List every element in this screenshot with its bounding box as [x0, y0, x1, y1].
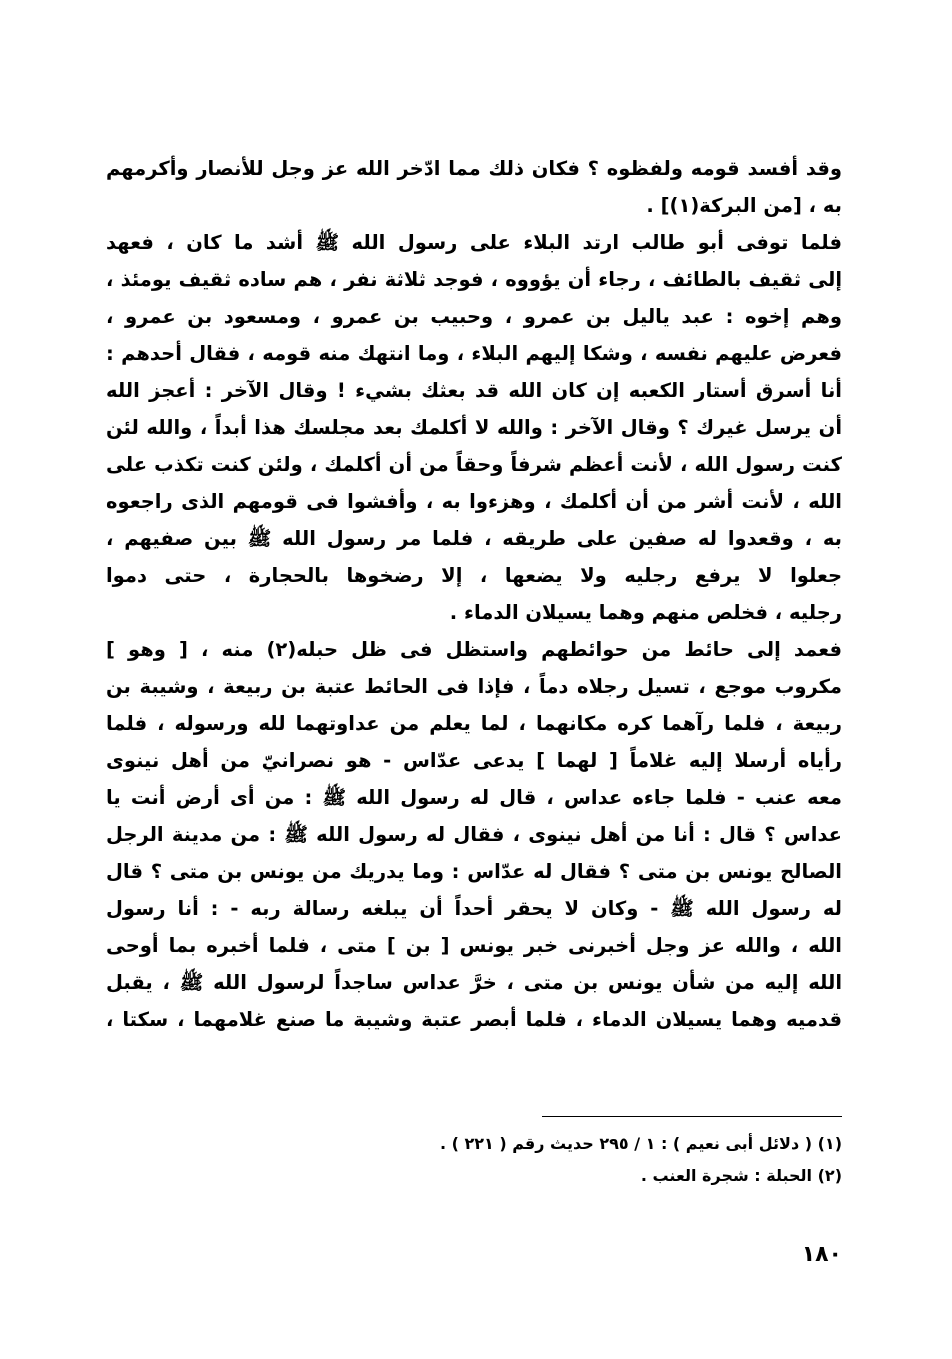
text-line: معه عنب - فلما جاءه عداس ، قال له رسول الله ﷺ : من أى أرض أنت يا — [106, 786, 842, 809]
text-line: وقد أفسد قومه ولفظوه ؟ فكان ذلك مما ادّخر الله عز وجل للأنصار وأكرمهم — [106, 157, 842, 180]
text-line: الله ، والله عز وجل أخبرنى خبر يونس [ بن ] متى ، فلما أخبره بما أوحى — [106, 934, 842, 957]
text-line: مكروب موجع ، تسيل رجلاه دماً ، فإذا فى الحائط عتبة بن ربيعة ، وشيبة بن — [106, 675, 842, 698]
text-line: الصالح يونس بن متى ؟ فقال له عدّاس : وما يدريك من يونس بن متى ؟ قال — [106, 860, 842, 883]
text-line: قدميه وهما يسيلان الدماء ، فلما أبصر عتبة وشيبة ما صنع غلامهما ، سكتا ، — [106, 1008, 842, 1031]
text-line: وهم إخوه : عبد ياليل بن عمرو ، وحبيب بن عمرو ، ومسعود بن عمرو ، — [106, 305, 842, 328]
footnote-divider — [542, 1116, 842, 1117]
text-line: له رسول الله ﷺ - وكان لا يحقر أحداً أن يبلغه رسالة ربه - : أنا رسول — [106, 897, 842, 920]
page-number: ١٨٠ — [801, 1242, 842, 1267]
text-line: عداس ؟ قال : أنا من أهل نينوى ، فقال له رسول الله ﷺ : من مدينة الرجل — [106, 823, 842, 846]
text-line: جعلوا لا يرفع رجليه ولا يضعها ، إلا رضخوها بالحجارة ، حتى دموا — [106, 564, 842, 587]
text-line: فلما توفى أبو طالب ارتد البلاء على رسول الله ﷺ أشد ما كان ، فعهد — [106, 231, 842, 254]
text-line: فعمد إلى حائط من حوائطهم واستظل فى ظل حبله(٢) منه ، [ وهو ] — [106, 638, 842, 661]
text-line: به ، وقعدوا له صفين على طريقه ، فلما مر رسول الله ﷺ بين صفيهم ، — [106, 527, 842, 550]
text-line: أن يرسل غيرك ؟ وقال الآخر : والله لا أكلمك بعد مجلسك هذا أبداً ، والله لئن — [106, 416, 842, 439]
body-text — [106, 150, 842, 1038]
text-line: الله ، لأنت أشر من أن أكلمك ، وهزءوا به ، وأفشوا فى قومهم الذى راجعوه — [106, 490, 842, 513]
text-line: رجليه ، فخلص منهم وهما يسيلان الدماء . — [449, 601, 842, 624]
text-line: به ، [من البركة(١)] . — [646, 194, 842, 217]
text-line: إلى ثقيف بالطائف ، رجاء أن يؤووه ، فوجد ثلاثة نفر ، هم ساده ثقيف يومئذ ، — [106, 268, 842, 291]
text-line: فعرض عليهم نفسه ، وشكا إليهم البلاء ، وما انتهك منه قومه ، فقال أحدهم : — [106, 342, 842, 365]
text-line: كنت رسول الله ، لأنت أعظم شرفاً وحقاً من أن أكلمك ، ولئن كنت تكذب على — [106, 453, 842, 476]
text-line: أنا أسرق أستار الكعبه إن كان الله قد بعثك بشيء ! وقال الآخر : أعجز الله — [106, 379, 842, 402]
footnotes — [106, 1128, 842, 1192]
footnote: (١) ( دلائل أبى نعيم ) : ١ / ٢٩٥ حديث رقم ( ٢٢١ ) . — [439, 1134, 842, 1153]
text-line: ربيعة ، فلما رآهما كره مكانهما ، لما يعلم من عداوتهما لله ورسوله ، فلما — [106, 712, 842, 735]
text-line: رأياه أرسلا إليه غلاماً [ لهما ] يدعى عدّاس - هو نصرانيّ من أهل نينوى — [106, 749, 842, 772]
text-line: الله إليه من شأن يونس بن متى ، خرَّ عداس ساجداً لرسول الله ﷺ ، يقبل — [106, 971, 842, 994]
footnote: (٢) الحبلة : شجرة العنب . — [640, 1166, 842, 1185]
